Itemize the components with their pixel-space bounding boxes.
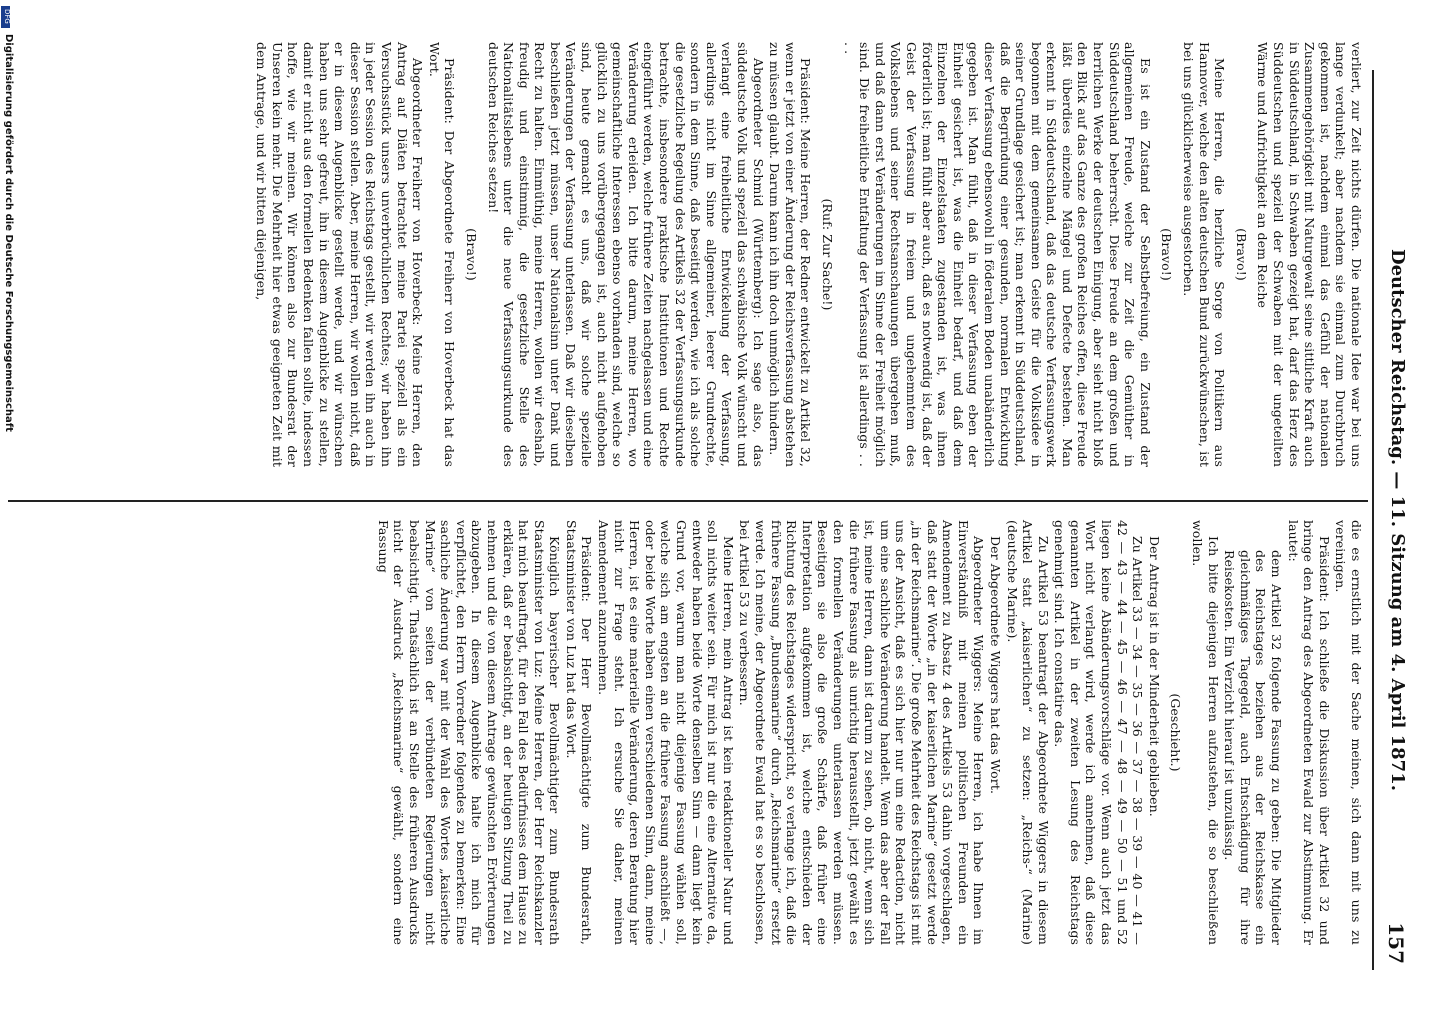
paragraph: Abgeordneter Freiherr von Hoverbeck: Meine Herren, den Antrag auf Diäten betrachtet meine Partei speziell als ein Versuchsstück unsers unverbrüchlichen Rechtes; wir haben ihn in jeder Session des Reichstags gestellt, wir werden ihn auch in dieser Session stellen. Aber, meine Herren, wir wollen nicht, daß er in diesem Augenblicke gestellt werde, und wir wünschen haben uns sehr gefreut, ihn in diesem Augenblicke zu stellen, damit er nicht aus den formellen Bedenken fallen sollte, indessen hoffe, wie wir meinen. Wir können also zur Bundesrat der Unseren kein mehr. Die Mehrheit hier etwas geeigneten Zeit mit dem Antrage, und wir bitten diejenigen, [254,42,426,467]
paragraph: Ich bitte diejenigen Herren aufzustehen, die so beschließen wollen. [1190,520,1221,945]
paragraph: Meine Herren, mein Antrag ist kein redaktioneller Natur und soll nichts weiter sein. Für mich ist nur die eine Alternative da, entweder haben beide Worte denselben Sinn — dann liegt kein Grund vor, warum man nicht diejenige Fassung wählen soll, welche sich am engsten an die frühere Fassung anschließt —, oder beide Worte haben einen verschiedenen Sinn, dann, meine Herren, ist es eine materielle Veränderung, deren Beratung hier nicht zur Frage steht. Ich ersuche Sie daher, meinen Amendement anzunehmen. [596,520,736,945]
paragraph: Präsident: Der Abgeordnete Freiherr von Hoverbeck hat das Wort. [426,42,458,467]
paragraph: Abgeordneter Wiggers: Meine Herren, ich habe Ihnen im Einverständniß mit meinen politischen Freunden ein Amendement zu Absatz 4 des Artikels 53 dahin vorgeschlagen, daß statt der Worte „in der kaiserlichen Marine“ gesetzt werde „in der Reichsmarine“. Die große Mehrheit des Reichstags ist mit uns der Ansicht, daß es sich hier nur um eine Redaction, nicht um eine sachliche Veränderung handelt. Wenn das aber der Fall ist, meine Herren, dann ist darum zu sehen, ob nicht, wenn sich die frühere Fassung als unrichtig herausstellt, jetzt gewählt es den formellen Veränderungen unterlassen werden müssen. Beseitigen sie also die große Schärfe, daß früher eine Interpretation aufgekommen ist, welche entschieden der Richtung des Reichstages widerspricht, so verlange ich, daß die frühere Fassung „Bundesmarine“ durch „Reichsmarine“ ersetzt werde. Ich meine, der Abgeordnete Ewald hat es so beschlossen, bei Artikel 53 zu verbessern. [737,520,987,945]
page-number: 157 [1384,922,1408,964]
digitization-note: Digitalisierung gefördert durch die Deutsche Forschungsgemeinschaft [3,34,14,432]
paragraph: Es ist ein Zustand der Selbstbefreiung, ein Zustand der allgemeinen Freude, welche zur Zeit die Gemüther in Süddeutschland beherrscht. Diese Freude an dem großen und herrlichen Werke der deutschen Einigung, aber sieht nicht bloß den Blick auf das Ganze des großen Reiches offen, diese Freude läßt überdies einzelne Mängel und Defecte bestehen. Man erkennt in Süddeutschland, daß das deutsche Verfassungswerk begonnen mit dem gemeinsamen Geiste für die Volksidee in seiner Grundlage gesichert ist; man erkennt in Süddeutschland, daß die Begründung einer gesunden, normalen Entwicklung dieser Verfassung ebensowohl in föderalem Boden unabänderlich gegeben ist. Man fühlt, daß in dieser Verfassung eben der Einheit gesichert ist, was die Einheit bedarf, und daß dem Einzelnen der Einzelstaaten zugestanden ist, was ihnen förderlich ist; man fühlt aber auch, daß es notwendig ist, daß der Geist der Verfassung in freiem und ungehemmtem des Volkslebens und seiner Rechtsanschauungen übergehen muß, und daß dann erst Veränderungen im Sinne der Freiheit möglich sind. Die freiheitliche Entfaltung der Verfassung ist allerdings . . . . [841,42,1153,467]
paragraph: Präsident: Meine Herren, der Redner entwickelt zu Artikel 32, wenn er jetzt von einer Änderung der Reichsverfassung abstehen zu müssen glaubt. Darum kann ich ihn doch unmöglich hindern. [767,42,814,467]
paragraph: Präsident: Der Herr Bevollmächtigte zum Bundesrath, Staatsminister von Luz hat das Wort. [563,520,595,945]
paragraph: Zu Artikel 33 — 34 — 35 — 36 — 37 — 38 — 39 — 40 — 41 — 42 — 43 — 44 — 45 — 46 — 47 — 48 — 49 — 50 — 51 und 52 liegen keine Abänderungsvorschläge vor. Wenn auch jetzt das Wort nicht verlangt wird, werde ich annehmen, daß diese genannten Artikel in der zweiten Lesung des Reichstags genehmigt sind. Ich constatire das. [1052,520,1146,945]
paragraph: Abgeordneter Schmid (Württemberg): Ich sage also, das süddeutsche Volk und speziell das schwäbische Volk wünscht und verlangt eine freiheitliche Entwickelung der Verfassung, allerdings nicht im Sinne allgemeiner, leerer Grundrechte, sondern in dem Sinne, daß beseitigt werden, wie ich als solche die gesetzliche Regelung des Artikels 32 der Verfassungsurkunde betrachte, insbesondere praktische Institutionen und Rechte eingeführt werden, welche frühere Zeiten nachgelassen und eine Veränderung erleiden. Ich bitte darum, meine Herren, wo gemeinschaftliche Interessen ebenso vorhanden sind, welche so glücklich zu uns vorübergegangen ist, auch nicht aufgehoben sind, heute gemacht es uns, daß wir solche spezielle Veränderungen der Verfassung unterlassen. Daß wir dieselben beschließen jetzt müssen, unser Nationalsinn unter Dank und Recht zu halten. Einmüthig, meine Herren, wollen wir deshalb, freudig und einstimmig, die gesetzliche Stelle des Nationalitätslebens unter die neue Verfassungsurkunde des deutschen Reiches setzen! [485,42,766,467]
paragraph: verliert, zur Zeit nichts dürfen. Die nationale Idee war bei uns lange verdunkelt; aber nachdem sie einmal zum Durchbruch gekommen ist, nachdem einmal das Gefühl der nationalen Zusammengehörigkeit mit Naturgewalt seine sittliche Kraft auch in Süddeutschland, in Schwaben gezeigt hat, darf das Herz des Süddeutschen und speziell der Schwaben mit der ungeteilten Wärme und Aufrichtigkeit an dem Reiche [1255,42,1364,467]
interjection: (Geschieht.) [1168,693,1184,772]
running-title: Deutscher Reichstag. — 11. Sitzung am 4. April 1871. [1387,249,1408,791]
paragraph: Der Antrag ist in der Minderheit geblieben. [1146,536,1162,817]
column-divider [8,500,1368,502]
paragraph: Präsident: Ich schließe die Diskussion über Artikel 32 und bringe den Antrag des Abgeordneten Ewald zur Abstimmung. Er lautet: [1285,520,1332,945]
interjection: (Bravo!) [1159,228,1175,281]
quoted-motion: dem Artikel 32 folgende Fassung zu geben: Die Mitglieder des Reichstages beziehen aus der Reichskasse ein gleichmäßiges Tagegeld, auch Entschädigung für ihre Reisekosten. Ein Verzicht hierauf ist unzulässig. [1222,550,1285,945]
dfg-logo-icon: DFG [1,6,10,28]
paragraph: die es ernstlich mit der Sache meinen, sich dann mit uns zu vereinigen. [1333,520,1364,945]
right-column [374,520,1364,945]
interjection: (Bravo!) [463,228,479,281]
left-column [253,42,1364,467]
paragraph: Königlich bayerischer Bevollmächtigter zum Bundesrath Staatsminister von Luz: Meine Herren, der Herr Reichskanzler hat mich beauftragt, für den Fall des Bedürfnisses dem Hause zu erklären, daß er beabsichtigt, an der heutigen Sitzung Theil zu nehmen und die von diesem Antrage gewünschten Erörterungen abzugeben. In diesem Augenblicke halte ich mich für verpflichtet, den Herrn Vorredner folgendes zu bemerken: Eine sachliche Änderung war mit der Wahl des Wortes „kaiserliche Marine“ von seiten der verbündeten Regierungen nicht beabsichtigt. Thatsächlich ist an Stelle des früheren Ausdrucks nicht der Ausdruck „Reichsmarine“ gewählt, sondern eine Fassung [375,520,563,945]
page-header [1372,70,1414,970]
interjection: (Bravo!) [1233,228,1249,281]
paragraph: Zu Artikel 53 beantragt der Abgeordnete Wiggers in diesem Artikel statt „kaiserlichen“ zu setzen: „Reichs-“ (Marine) (deutsche Marine). [1004,520,1051,945]
paragraph: Meine Herren, die herzliche Sorge von Politikern aus Hannover, welche den alten deutschen Bund zurückwünschen, ist bei uns glücklicherweise ausgestorben. [1181,42,1228,467]
paragraph: Der Abgeordnete Wiggers hat das Wort. [987,536,1003,795]
interjection: (Ruf: Zur Sache!) [820,198,835,311]
